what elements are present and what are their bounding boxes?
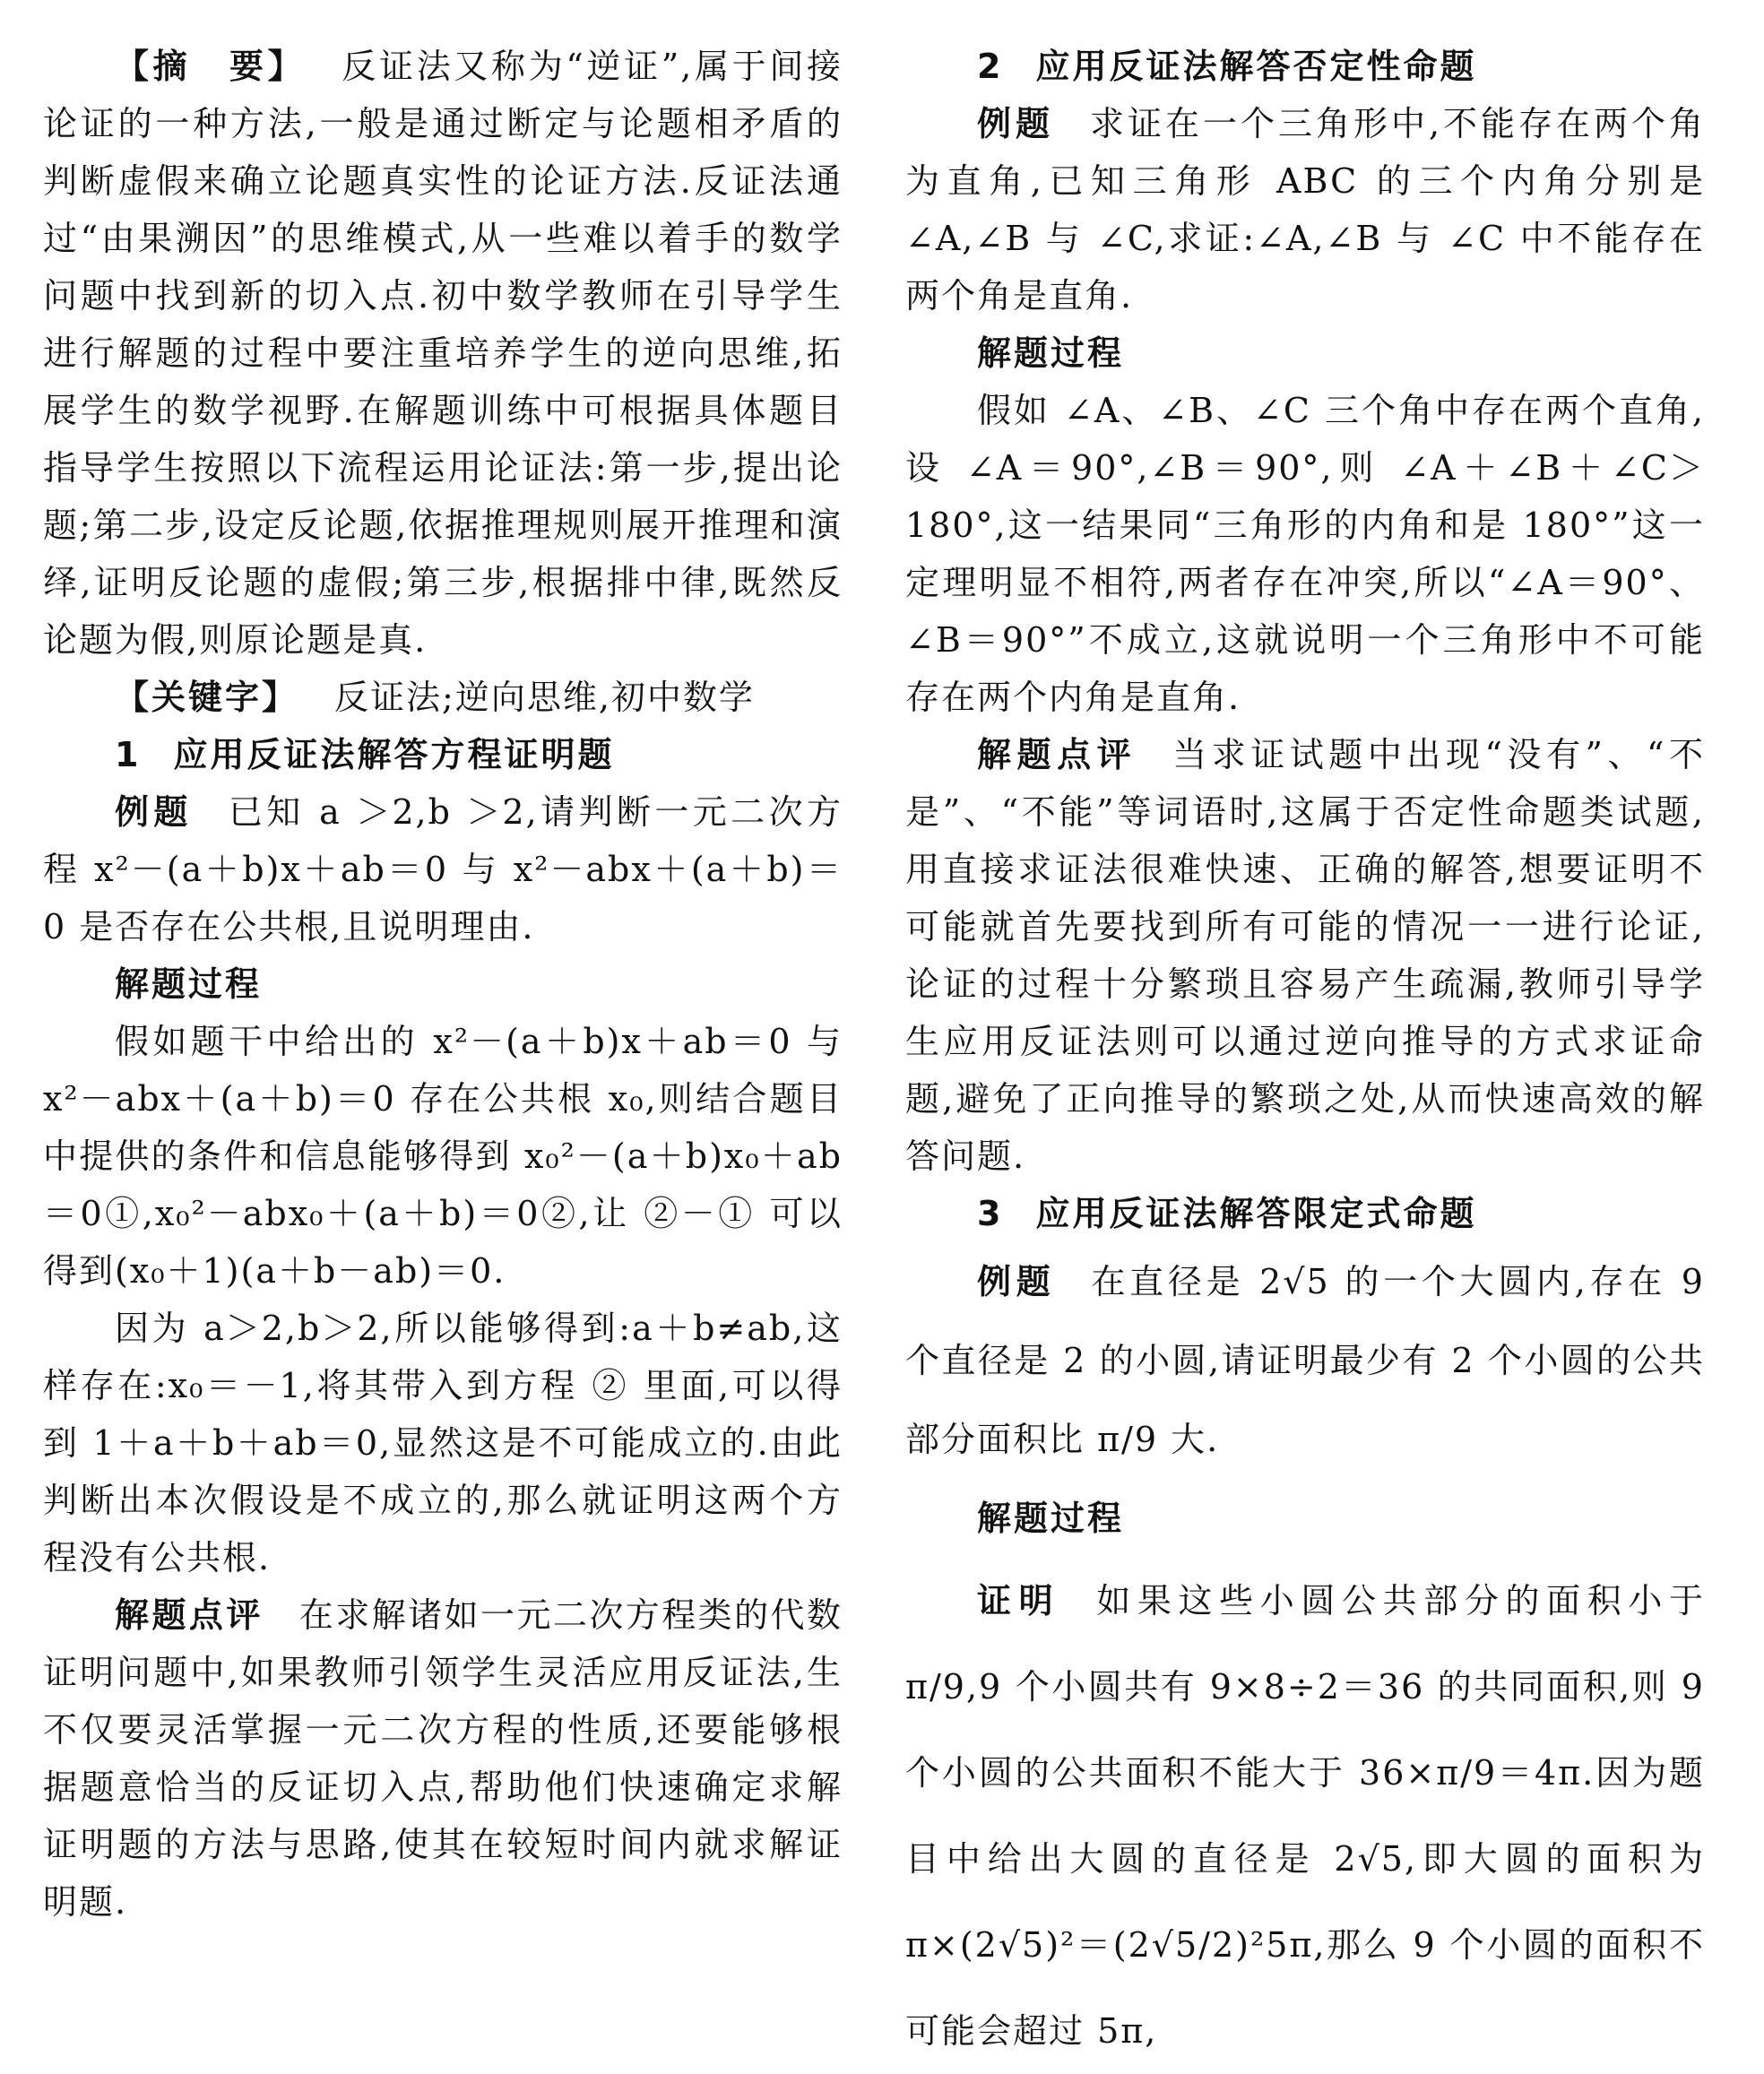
section-2-heading bbox=[905, 38, 1705, 95]
example-3-text: 在直径是 2√5 的一个大圆内,存在 9 个直径是 2 的小圆,请证明最少有 2 个小圆的公共部分面积比 π/9 大. bbox=[905, 1262, 1705, 1459]
example-2-label: 例题 bbox=[977, 104, 1054, 143]
section-1-number: 1 bbox=[115, 735, 142, 774]
process-1-paragraph-2: 因为 a＞2,b＞2,所以能够得到:a＋b≠ab,这样存在:x₀＝－1,将其带入到方程 ② 里面,可以得到 1＋a＋b＋ab＝0,显然这是不可能成立的.由此判断出本次假设是不成立的,那么就证明这两个方程没有公共根. bbox=[43, 1309, 843, 1577]
section-1-heading bbox=[43, 726, 843, 783]
comment-2-text: 当求证试题中出现“没有”、“不是”、“不能”等词语时,这属于否定性命题类试题,用直接求证法很难快速、正确的解答,想要证明不可能就首先要找到所有可能的情况一一进行论证,论证的过程十分繁琐且容易产生疏漏,教师引导学生应用反证法则可以通过逆向推导的方式求证命题,避免了正向推导的繁琐之处,从而快速高效的解答问题. bbox=[905, 735, 1705, 1176]
comment-2-paragraph bbox=[905, 726, 1705, 1185]
example-3-paragraph bbox=[905, 1242, 1705, 1479]
section-3-title: 应用反证法解答限定式命题 bbox=[1035, 1194, 1477, 1233]
comment-1-paragraph bbox=[43, 1586, 843, 1931]
left-column bbox=[43, 38, 843, 1931]
example-2-text: 求证在一个三角形中,不能存在两个角为直角,已知三角形 ABC 的三个内角分别是 ∠A,∠B 与 ∠C,求证:∠A,∠B 与 ∠C 中不能存在两个角是直角. bbox=[905, 104, 1705, 315]
section-2-title: 应用反证法解答否定性命题 bbox=[1035, 47, 1477, 86]
proof-text: 如果这些小圆公共部分的面积小于 π/9,9 个小圆共有 9×8÷2＝36 的共同面积,则 9 个小圆的公共面积不能大于 36×π/9＝4π.因为题目中给出大圆的直径是 2√5,即大圆的面积为 π×(2√5)²＝(2√5/2)²5π,那么 9 个小圆的面积不可能会超过 5π, bbox=[905, 1581, 1705, 2051]
section-3-heading bbox=[905, 1185, 1705, 1242]
example-1-paragraph bbox=[43, 783, 843, 955]
keywords-label: 【关键字】 bbox=[115, 678, 299, 717]
keywords-text: 反证法;逆向思维,初中数学 bbox=[334, 678, 755, 717]
comment-1-text: 在求解诸如一元二次方程类的代数证明问题中,如果教师引领学生灵活应用反证法,生不仅要灵活掌握一元二次方程的性质,还要能够根据题意恰当的反证切入点,帮助他们快速确定求解证明题的方法与思路,使其在较短时间内就求解证明题. bbox=[43, 1595, 843, 1922]
process-2-label: 解题过程 bbox=[977, 333, 1125, 373]
example-1-text: 已知 a ＞2,b ＞2,请判断一元二次方程 x²－(a＋b)x＋ab＝0 与 x²－abx＋(a＋b)＝0 是否存在公共根,且说明理由. bbox=[43, 792, 843, 946]
process-1-label: 解题过程 bbox=[115, 964, 263, 1004]
example-1-label: 例题 bbox=[115, 792, 193, 832]
example-3-label: 例题 bbox=[977, 1262, 1056, 1301]
process-1-paragraph-1: 假如题干中给出的 x²－(a＋b)x＋ab＝0 与 x²－abx＋(a＋b)＝0 存在公共根 x₀,则结合题目中提供的条件和信息能够得到 x₀²－(a＋b)x₀＋ab＝0①,x₀²－abx₀＋(a＋b)＝0②,让 ②－① 可以得到(x₀＋1)(a＋b－ab)＝0. bbox=[43, 1022, 843, 1291]
example-2-paragraph bbox=[905, 95, 1705, 324]
section-3-number: 3 bbox=[977, 1194, 1004, 1233]
abstract-label: 【摘 要】 bbox=[115, 47, 307, 86]
keywords-paragraph bbox=[43, 669, 843, 726]
comment-1-label: 解题点评 bbox=[115, 1595, 264, 1635]
process-3-label: 解题过程 bbox=[977, 1499, 1125, 1538]
comment-2-label: 解题点评 bbox=[977, 735, 1137, 774]
section-2-number: 2 bbox=[977, 47, 1004, 86]
proof-label: 证明 bbox=[977, 1581, 1061, 1620]
abstract-paragraph bbox=[43, 38, 843, 669]
abstract-text: 反证法又称为“逆证”,属于间接论证的一种方法,一般是通过断定与论题相矛盾的判断虚假来确立论题真实性的论证方法.反证法通过“由果溯因”的思维模式,从一些难以着手的数学问题中找到新的切入点.初中数学教师在引导学生进行解题的过程中要注重培养学生的逆向思维,拓展学生的数学视野.在解题训练中可根据具体题目指导学生按照以下流程运用论证法:第一步,提出论题;第二步,设定反论题,依据推理规则展开推理和演绎,证明反论题的虚假;第三步,根据排中律,既然反论题为假,则原论题是真. bbox=[43, 47, 843, 660]
proof-paragraph bbox=[905, 1558, 1705, 2074]
process-2-paragraph: 假如 ∠A、∠B、∠C 三个角中存在两个直角,设 ∠A＝90°,∠B＝90°,则 ∠A＋∠B＋∠C＞180°,这一结果同“三角形的内角和是 180°”这一定理明显不相符,两者存在冲突,所以“∠A＝90°、∠B＝90°”不成立,这就说明一个三角形中不可能存在两个内角是直角. bbox=[905, 391, 1705, 717]
section-1-title: 应用反证法解答方程证明题 bbox=[173, 735, 615, 774]
right-column bbox=[905, 38, 1705, 2074]
